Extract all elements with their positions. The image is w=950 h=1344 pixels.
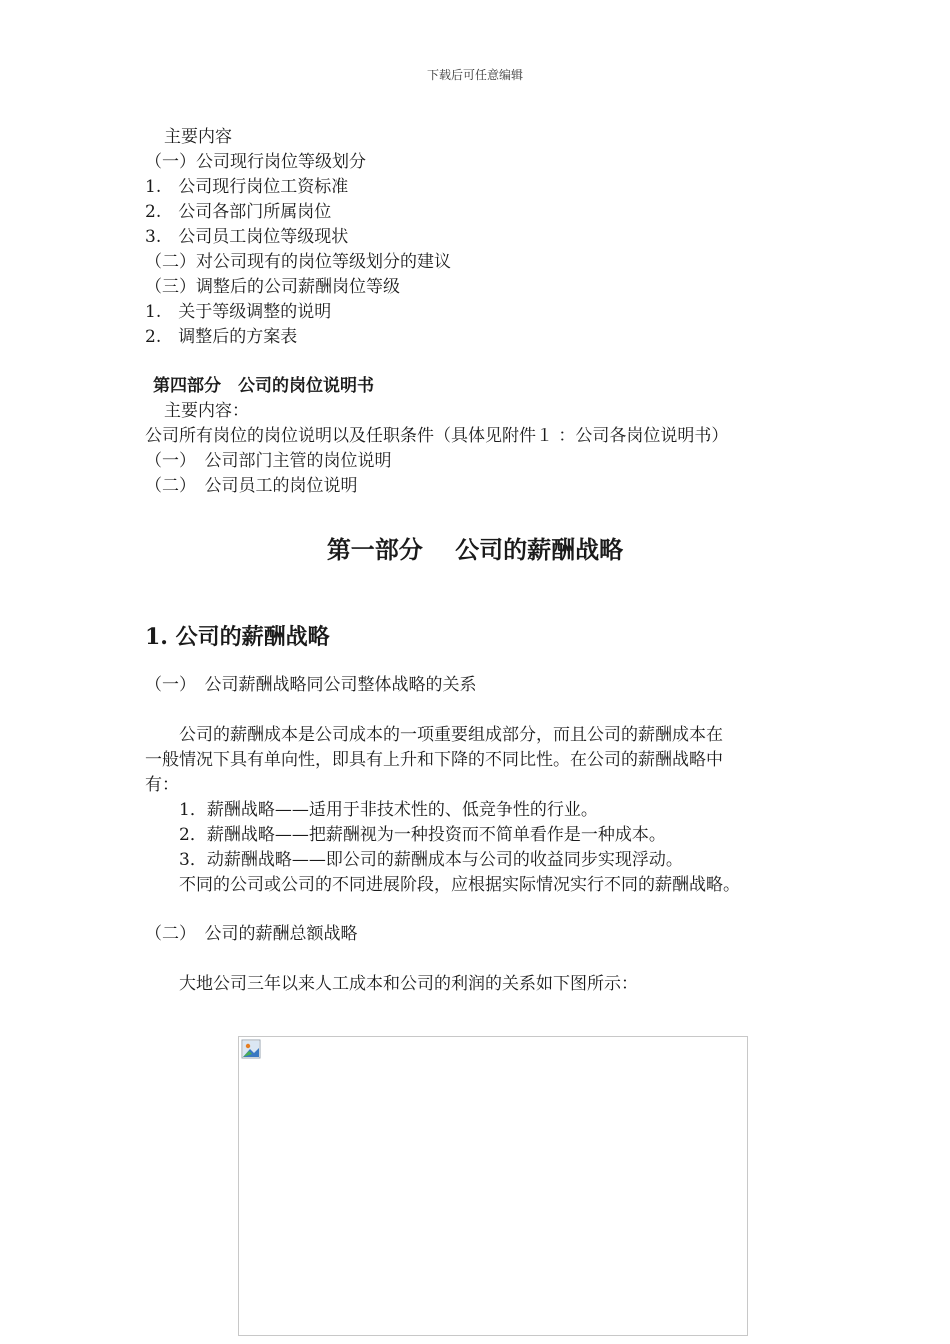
part4-line: （二） 公司员工的岗位说明 (145, 476, 358, 496)
list-item: 3．动薪酬战略——即公司的薪酬成本与公司的收益同步实现浮动。 (145, 850, 683, 870)
subsection-heading: （一） 公司薪酬战略同公司整体战略的关系 (145, 675, 477, 695)
toc-item: （一）公司现行岗位等级划分 (145, 152, 366, 172)
part4-line: （一） 公司部门主管的岗位说明 (145, 451, 392, 471)
paragraph-line: 公司的薪酬成本是公司成本的一项重要组成部分，而且公司的薪酬成本在 (145, 725, 723, 745)
list-item: 1．薪酬战略——适用于非技术性的、低竞争性的行业。 (145, 800, 598, 820)
paragraph-line: 有： (145, 775, 179, 795)
part4-label: 主要内容： (164, 401, 249, 421)
toc-label: 主要内容 (164, 127, 232, 147)
list-item: 不同的公司或公司的不同进展阶段，应根据实际情况实行不同的薪酬战略。 (145, 875, 740, 895)
broken-image-icon (241, 1039, 261, 1059)
toc-item: 1. 公司现行岗位工资标准 (145, 177, 349, 197)
section-heading: 1. 公司的薪酬战略 (145, 624, 330, 650)
toc-item: 2. 调整后的方案表 (145, 327, 298, 347)
paragraph-line: 一般情况下具有单向性，即具有上升和下降的不同比性。在公司的薪酬战略中 (145, 750, 723, 770)
part1-title: 第一部分 公司的薪酬战略 (326, 535, 624, 564)
chart-image-placeholder (238, 1036, 748, 1336)
paragraph-line: 大地公司三年以来人工成本和公司的利润的关系如下图所示： (145, 974, 638, 994)
page-header-note: 下载后可任意编辑 (426, 68, 523, 82)
part4-line: 公司所有岗位的岗位说明以及任职条件（具体见附件１ ：公司各岗位说明书） (145, 426, 729, 446)
toc-item: （三）调整后的公司薪酬岗位等级 (145, 277, 400, 297)
toc-item: 1. 关于等级调整的说明 (145, 302, 332, 322)
list-item: 2．薪酬战略——把薪酬视为一种投资而不简单看作是一种成本。 (145, 825, 666, 845)
part4-title: 第四部分 公司的岗位说明书 (153, 376, 374, 396)
toc-item: （二）对公司现有的岗位等级划分的建议 (145, 252, 451, 272)
toc-item: 3. 公司员工岗位等级现状 (145, 227, 349, 247)
subsection-heading: （二） 公司的薪酬总额战略 (145, 924, 358, 944)
toc-item: 2. 公司各部门所属岗位 (145, 202, 332, 222)
